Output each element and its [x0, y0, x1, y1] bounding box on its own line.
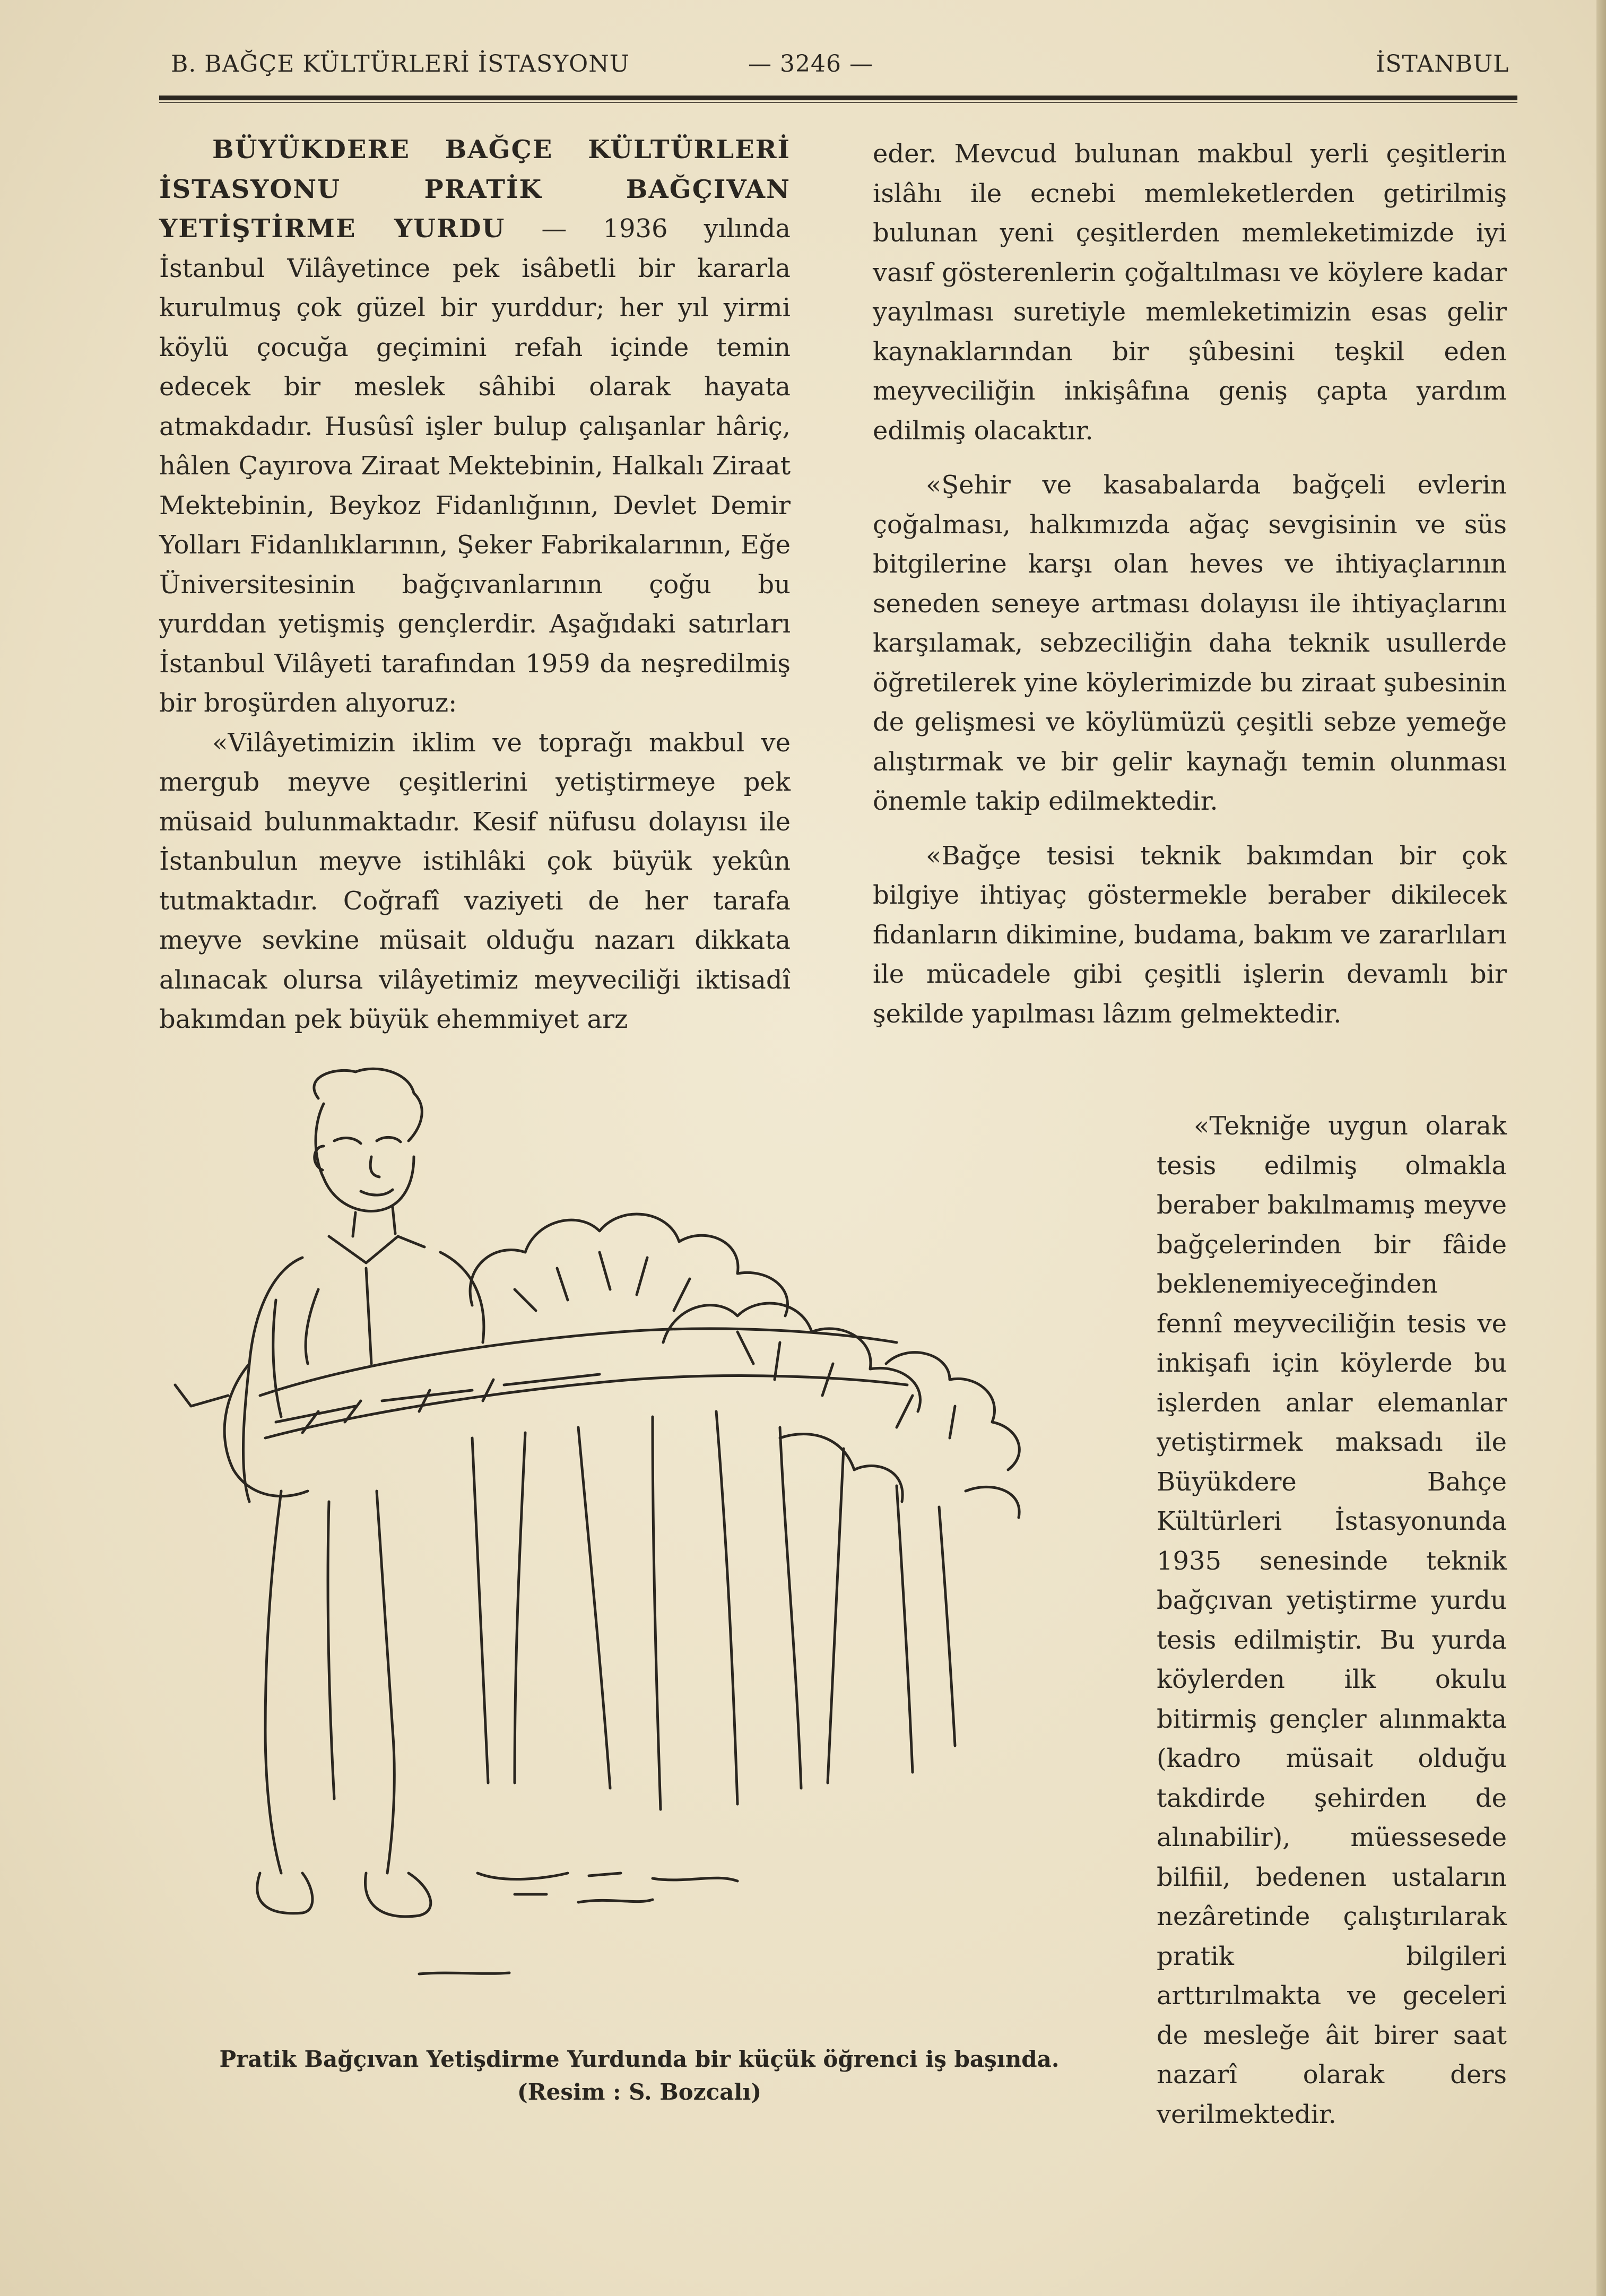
- caption-credit: (Resim : S. Bozcalı): [517, 2079, 762, 2105]
- running-header-right: İSTANBUL: [1376, 50, 1509, 77]
- boy-carrying-saplings-illustration: [143, 1067, 1151, 2022]
- illustration-drawing: [143, 1067, 1151, 2022]
- paragraph-5: «Tekniğe uygun olarak tesis edilmiş olmakla beraber bakılmamış meyve bağçelerinden bir fâide beklenemiyeceğinden fennî meyveciliğin tesis ve inkişafı için köylerde bu işlerden anlar elemanlar yetiştirmek maksadı ile Büyükdere Bahçe Kültürleri İstasyonunda 1935 senesinde teknik bağçıvan yetiştirme yurdu tesis edilmiştir. Bu yurda köylerden ilk okulu bitirmiş gençler alınmakta (kadro müsait olduğu takdirde şehirden de alınabilir), müessesede bilfiil, bedenen ustaların nezâretinde çalıştırılarak pratik bilgileri arttırılmakta ve geceleri de mesleğe âit birer saat nazarî olarak ders verilmektedir.: [1157, 1111, 1507, 2129]
- paragraph-2-continued: eder. Mevcud bulunan makbul yerli çeşitlerin islâhı ile ecnebi memleketlerden getirilmiş bulunan yeni çeşitlerden memleketimizde iyi vasıf gösterenlerin çoğaltılması ve köylere kadar yayılması suretiyle memleketimizin esas gelir kaynaklarından bir şûbesini teşkil eden meyveciliğin inkişâfına geniş çapta yardım edilmiş olacaktır.: [873, 139, 1507, 446]
- caption-line-1: Pratik Bağçıvan Yetişdirme Yurdunda bir küçük öğrenci iş başında.: [219, 2046, 1060, 2072]
- header-rule: [159, 96, 1517, 100]
- header-rule-thin: [159, 102, 1517, 103]
- running-header-left: B. BAĞÇE KÜLTÜRLERİ İSTASYONU: [171, 50, 630, 77]
- lead-paragraph: [159, 130, 791, 723]
- page-number: — 3246 —: [748, 50, 873, 77]
- page-edge: [1596, 0, 1606, 2296]
- paragraph-4: «Bağçe tesisi teknik bakımdan bir çok bilgiye ihtiyaç göstermekle beraber dikilecek fidanların dikimine, budama, bakım ve zararlıları ile mücadele gibi çeşitli işlerin devamlı bir şekilde yapılması lâzım gelmektedir.: [873, 841, 1507, 1029]
- figure-caption: [164, 2043, 1114, 2109]
- narrow-column: [1157, 1106, 1507, 2134]
- right-column: [873, 134, 1507, 1034]
- paragraph-3: «Şehir ve kasabalarda bağçeli evlerin çoğalması, halkımızda ağaç sevgisinin ve süs bitgilerine karşı olan heves ve ihtiyaçlarının seneden seneye artması dolayısı ile ihtiyaçlarını karşılamak, sebzeciliğin daha teknik usullerde öğretilerek yine köylerimizde bu ziraat şubesinin de gelişmesi ve köylümüzü çeşitli sebze yemeğe alıştırmak ve bir gelir kaynağı temin olunması önemle takip edilmektedir.: [873, 470, 1507, 816]
- left-column: [159, 130, 791, 1039]
- article-title: BÜYÜKDERE BAĞÇE KÜLTÜRLERİ İSTASYONU PRATİK BAĞÇIVAN YETİŞTİRME YURDU: [159, 135, 791, 244]
- paragraph-2: «Vilâyetimizin iklim ve toprağı makbul ve mergub meyve çeşitlerini yetiştirmeye pek müsaid bulunmaktadır. Kesif nüfusu dolayısı ile İstanbulun meyve istihlâki çok büyük yekûn tutmaktadır. Coğrafî vaziyeti de her tarafa meyve sevkine müsait olduğu nazarı dikkata alınacak olursa vilâyetimiz meyveciliği iktisadî bakımdan pek büyük ehemmiyet arz: [159, 727, 791, 1034]
- lead-text: — 1936 yılında İstanbul Vilâyetince pek isâbetli bir kararla kurulmuş çok güzel bir yurddur; her yıl yirmi köylü çocuğa geçimini refah içinde temin edecek bir meslek sâhibi olarak hayata atmakdadır. Husûsî işler bulup çalışanlar hâriç, hâlen Çayırova Ziraat Mektebinin, Halkalı Ziraat Mektebinin, Beykoz Fidanlığının, Devlet Demir Yolları Fidanlıklarının, Şeker Fabrikalarının, Eğe Üniversitesinin bağçıvanlarının çoğu bu yurddan yetişmiş gençlerdir. Aşağıdaki satırları İstanbul Vilâyeti tarafından 1959 da neşredilmiş bir broşürden alıyoruz:: [159, 214, 791, 718]
